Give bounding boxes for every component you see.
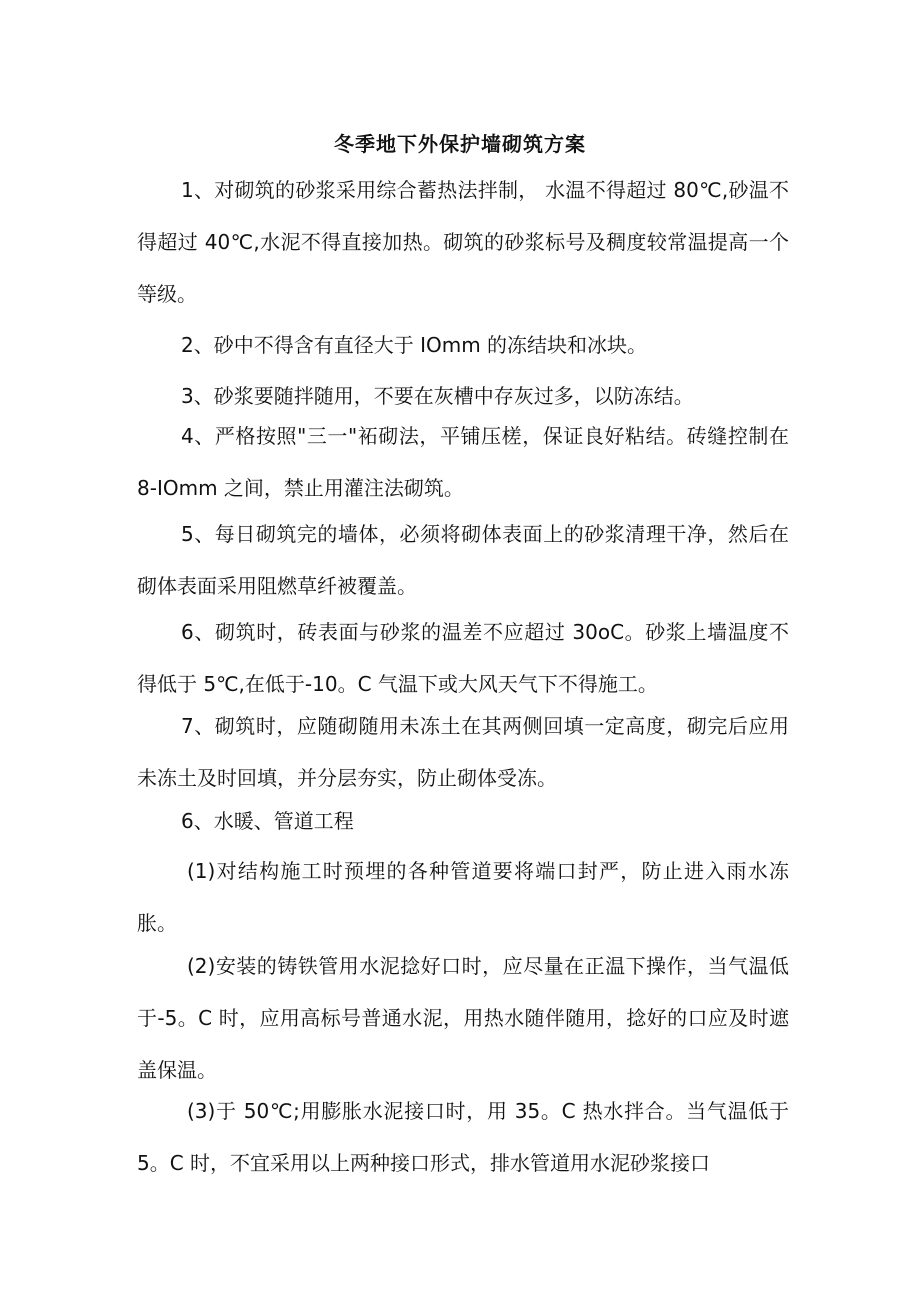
page-title: 冬季地下外保护墙砌筑方案 [334,132,586,156]
paragraph-plumbing-2: (2)安装的铸铁管用水泥捻好口时，应尽量在正温下操作，当气温低于-5。C 时，应用高标号普通水泥，用热水随伴随用，捻好的口应及时遮盖保温。 [137,954,789,1082]
paragraph-3: 3、砂浆要随拌随用，不要在灰槽中存灰过多，以防冻结。 [181,384,694,408]
paragraph-7: 7、砌筑时，应随砌随用未冻土在其两侧回填一定高度，砌完后应用未冻土及时回填，并分层夯实，防止砌体受冻。 [137,714,789,790]
paragraph-2: 2、砂中不得含有直径大于 IOmm 的冻结块和冰块。 [181,333,648,357]
section-heading-plumbing: 6、水暖、管道工程 [181,809,354,833]
paragraph-1: 1、对砌筑的砂浆采用综合蓄热法拌制， 水温不得超过 80℃,砂温不得超过 40℃,水泥不得直接加热。砌筑的砂浆标号及稠度较常温提高一个等级。 [137,178,789,306]
paragraph-5: 5、每日砌筑完的墙体，必须将砌体表面上的砂浆清理干净，然后在砌体表面采用阻燃草纤被覆盖。 [137,522,789,598]
paragraph-6: 6、砌筑时，砖表面与砂浆的温差不应超过 30oC。砂浆上墙温度不得低于 5℃,在低于-10。C 气温下或大风天气下不得施工。 [137,620,789,696]
paragraph-plumbing-3: (3)于 50℃;用膨胀水泥接口时，用 35。C 热水拌合。当气温低于 5。C 时，不宜采用以上两种接口形式，排水管道用水泥砂浆接口 [137,1099,789,1175]
paragraph-4: 4、严格按照"三一"袥砌法，平铺压槎，保证良好粘结。砖缝控制在 8-IOmm 之间，禁止用灌注法砌筑。 [137,424,789,500]
paragraph-plumbing-1: (1)对结构施工时预埋的各种管道要将端口封严，防止进入雨水冻胀。 [137,859,789,935]
